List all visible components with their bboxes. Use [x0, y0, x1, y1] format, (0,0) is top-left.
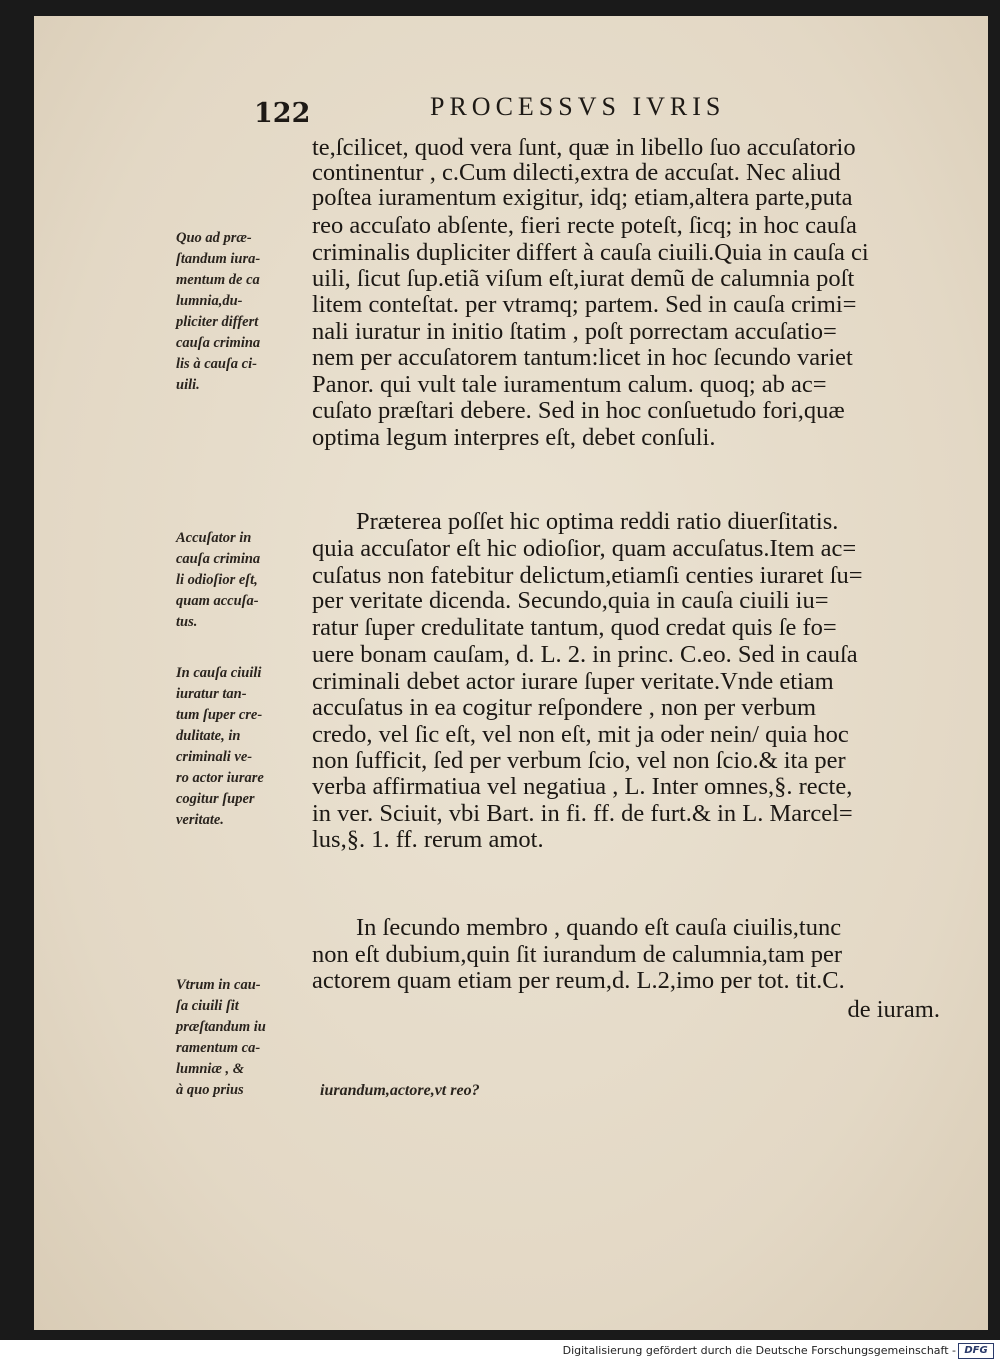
book-page [34, 16, 988, 1330]
text-line: per veritate dicenda. Secundo,quia in cauſa ciuili iu= [312, 587, 829, 614]
margin-note-line: veritate. [176, 812, 224, 828]
text-line: non eſt dubium,quin ſit iurandum de calumnia,tam per [312, 941, 843, 968]
text-line: ratur ſuper credulitate tantum, quod credat quis ſe fo= [312, 614, 837, 641]
margin-note-line: iuratur tan- [176, 686, 247, 702]
text-line: continentur , c.Cum dilecti,extra de accuſat. Nec aliud [312, 159, 841, 186]
margin-note-line: tum ſuper cre- [176, 707, 263, 723]
margin-note-line: ramentum ca- [176, 1040, 261, 1056]
margin-note-line: criminali ve- [176, 749, 253, 765]
text-line: cuſatus non fatebitur delictum,etiamſi centies iuraret ſu= [312, 562, 863, 589]
margin-note-line: mentum de ca [176, 272, 260, 288]
margin-note-line: ro actor iurare [176, 770, 264, 786]
text-line: te,ſcilicet, quod vera ſunt, quæ in libello ſuo accuſatorio [312, 134, 856, 161]
text-line: poſtea iuramentum exigitur, idq; etiam,altera parte,puta [312, 184, 853, 211]
margin-note-line: lumnia,du- [176, 293, 243, 309]
text-line: uili, ſicut ſup.etiã viſum eſt,iurat demũ de calumnia poſt [312, 265, 855, 292]
text-line: criminalis dupliciter differt à cauſa ciuili.Quia in cauſa ci [312, 239, 869, 266]
margin-note-line: pliciter differt [176, 314, 259, 330]
text-line: reo accuſato abſente, fieri recte poteſt, ſicq; in hoc cauſa [312, 212, 857, 239]
margin-note-line: cauſa crimina [176, 551, 261, 567]
text-line: Panor. qui vult tale iuramentum calum. quoq; ab ac= [312, 371, 827, 398]
page-number: 122 [254, 98, 311, 129]
margin-note-line: ſa ciuili ſit [176, 998, 239, 1014]
text-line: lus,§. 1. ff. rerum amot. [312, 826, 544, 853]
margin-note-line: cauſa crimina [176, 335, 261, 351]
text-line: litem conteſtat. per vtramq; partem. Sed in cauſa crimi= [312, 291, 857, 318]
margin-note-line: lumniæ , & [176, 1061, 245, 1077]
running-head: PROCESSVS IVRIS [430, 92, 726, 121]
text-line: accuſatus in ea cogitur reſpondere , non per verbum [312, 694, 817, 721]
text-line: verba affirmatiua vel negatiua , L. Inter omnes,§. recte, [312, 773, 853, 800]
text-line: actorem quam etiam per reum,d. L.2,imo per tot. tit.C. [312, 967, 845, 994]
text-line: In ſecundo membro , quando eſt cauſa ciuilis,tunc [356, 914, 842, 941]
margin-note-line: uili. [176, 377, 200, 393]
margin-note-line: à quo prius [176, 1082, 244, 1098]
text-line: non ſufficit, ſed per verbum ſcio, vel non ſcio.& ita per [312, 747, 846, 774]
catchword: iurandum,actore,vt reo? [320, 1082, 480, 1099]
text-line: credo, vel ſic eſt, vel non eſt, mit ja oder nein/ quia hoc [312, 721, 849, 748]
text-line: cuſato præſtari debere. Sed in hoc conſuetudo fori,quæ [312, 397, 845, 424]
text-line: nem per accuſatorem tantum:licet in hoc ſecundo variet [312, 344, 853, 371]
margin-note-line: Accuſator in [176, 530, 252, 546]
margin-note-line: dulitate, in [176, 728, 241, 744]
margin-note-line: tus. [176, 614, 198, 630]
text-line: optima legum interpres eſt, debet conſuli. [312, 424, 716, 451]
margin-note-line: præſtandum iu [176, 1019, 266, 1035]
text-line: Præterea poſſet hic optima reddi ratio diuerſitatis. [356, 508, 839, 535]
text-line: de iuram. [847, 996, 940, 1023]
text-line: nali iuratur in initio ſtatim , poſt porrectam accuſatio= [312, 318, 837, 345]
margin-note-line: Vtrum in cau- [176, 977, 261, 993]
digitization-credit: Digitalisierung gefördert durch die Deutsche Forschungsgemeinschaft - [562, 1344, 956, 1357]
text-line: quia accuſator eſt hic odioſior, quam accuſatus.Item ac= [312, 535, 857, 562]
margin-note-line: In cauſa ciuili [176, 665, 262, 681]
text-line: uere bonam cauſam, d. L. 2. in princ. C.eo. Sed in cauſa [312, 641, 858, 668]
margin-note-line: quam accuſa- [176, 593, 259, 609]
margin-note-line: lis à cauſa ci- [176, 356, 257, 372]
margin-note-line: cogitur ſuper [176, 791, 255, 807]
text-line: criminali debet actor iurare ſuper veritate.Vnde etiam [312, 668, 834, 695]
margin-note-line: ſtandum iura- [176, 251, 261, 267]
margin-note-line: li odioſior eſt, [176, 572, 258, 588]
margin-note-line: Quo ad præ- [176, 230, 252, 246]
text-line: in ver. Sciuit, vbi Bart. in fi. ff. de furt.& in L. Marcel= [312, 800, 853, 827]
dfg-logo: DFG [958, 1343, 994, 1359]
